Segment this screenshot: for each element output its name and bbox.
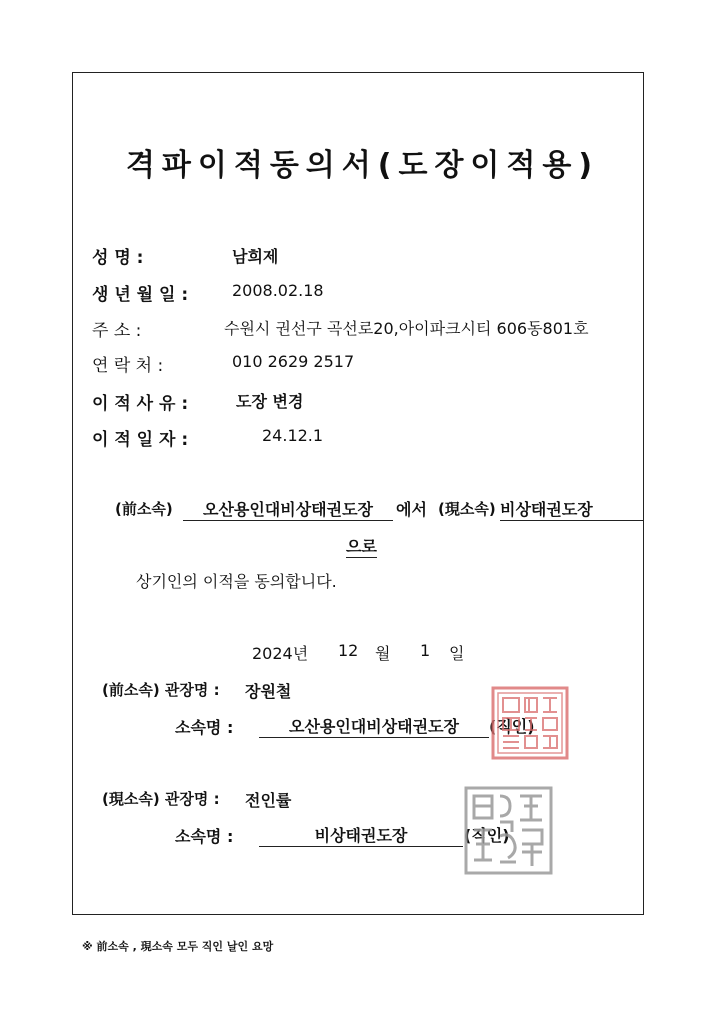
prev-affiliation-label: (前소속) xyxy=(115,500,173,518)
transfer-date-value: 24.12.1 xyxy=(262,426,324,445)
curr-affil-label: 소속명 : xyxy=(175,827,234,846)
prev-affil-value: 오산용인대비상태권도장 xyxy=(259,714,489,738)
address-value: 수원시 권선구 곡선로20,아이파크시티 606동801호 xyxy=(224,319,589,338)
curr-dojang-name: 비상태권도장 xyxy=(500,497,644,521)
signing-day: 1 xyxy=(420,641,431,660)
reason-value: 도장 변경 xyxy=(236,392,304,411)
document-title: 격파이적동의서(도장이적용) xyxy=(125,148,600,183)
curr-seal-note: (직인) xyxy=(464,826,510,845)
footnote: ※ 前소속 , 現소속 모두 직인 날인 요망 xyxy=(82,940,274,953)
curr-affil-value: 비상태권도장 xyxy=(259,823,463,847)
signing-month-unit: 월 xyxy=(375,644,391,663)
signing-month: 12 xyxy=(338,641,359,660)
consent-text: 상기인의 이적을 동의합니다. xyxy=(136,572,337,591)
prev-dojang-name: 오산용인대비상태권도장 xyxy=(183,497,393,521)
from-text: 에서 xyxy=(396,500,427,519)
address-label: 주 소 : xyxy=(92,321,142,341)
name-value: 남희제 xyxy=(232,247,279,266)
contact-label: 연 락 처 : xyxy=(92,356,164,376)
birth-value: 2008.02.18 xyxy=(232,281,324,300)
curr-director-header: (現소속) 관장명 : xyxy=(102,790,220,808)
signing-day-unit: 일 xyxy=(449,644,465,663)
transfer-date-label: 이 적 일 자 : xyxy=(92,430,189,450)
gray-seal-stamp xyxy=(464,786,553,875)
signing-year: 2024년 xyxy=(252,644,309,663)
contact-value: 010 2629 2517 xyxy=(232,352,355,371)
prev-director-name: 장원철 xyxy=(245,682,292,701)
curr-director-name: 전인률 xyxy=(245,791,292,810)
birth-label: 생 년 월 일 : xyxy=(92,285,189,305)
reason-label: 이 적 사 유 : xyxy=(92,394,189,414)
name-label: 성 명 : xyxy=(92,248,144,268)
prev-director-header: (前소속) 관장명 : xyxy=(102,681,220,699)
prev-affil-label: 소속명 : xyxy=(175,718,234,737)
to-text: 으로 xyxy=(346,534,377,558)
prev-seal-note: (직인) xyxy=(489,717,535,736)
red-seal-stamp xyxy=(491,686,569,760)
curr-affiliation-label: (現소속) xyxy=(438,500,496,518)
